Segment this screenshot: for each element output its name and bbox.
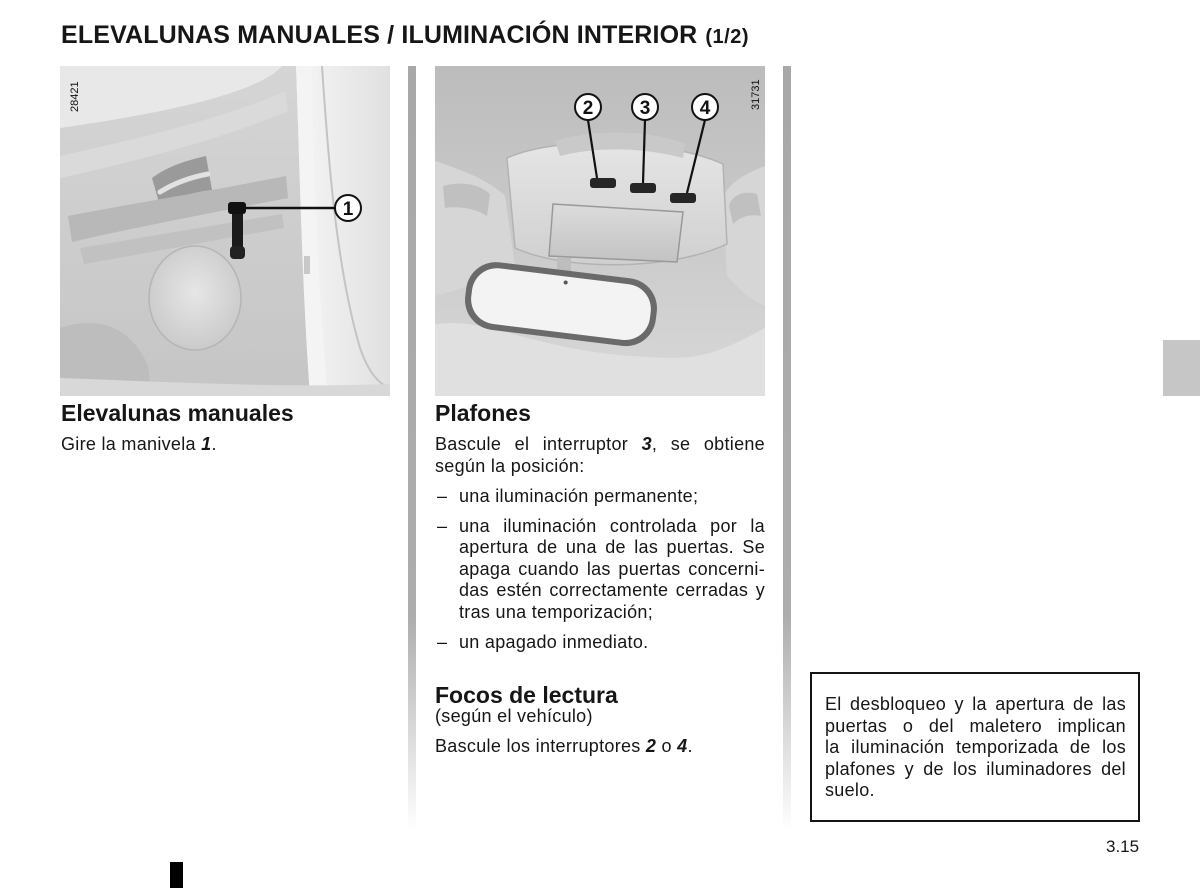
text-segment: Bascule el interruptor xyxy=(435,434,642,454)
callout-number-1: 1 xyxy=(342,199,354,220)
callout-number-3: 3 xyxy=(639,98,651,119)
reference-number: 1 xyxy=(201,434,212,454)
page-title-text: ELEVALUNAS MANUALES / ILUMINACIÓN INTERIOR xyxy=(61,21,698,49)
figure-ref-number: 31731 xyxy=(750,79,762,110)
list-dash: – xyxy=(437,485,448,506)
text-line: un apagado inmediato. xyxy=(459,631,649,652)
column-separator xyxy=(783,66,791,830)
section-heading-elevalunas: Elevalunas manuales xyxy=(61,400,294,426)
text-line xyxy=(61,434,390,456)
text-line: apaga cuando las puertas concerni- xyxy=(459,558,765,579)
reference-number: 2 xyxy=(645,736,657,756)
plafones-text xyxy=(435,434,765,662)
text-segment: Gire la manivela xyxy=(61,434,202,454)
section-heading-plafones: Plafones xyxy=(435,400,531,426)
switch-4 xyxy=(670,193,696,203)
text-line: plafones y de los iluminadores del xyxy=(825,758,1126,779)
column-separator xyxy=(408,66,416,830)
text-line: una iluminación controlada por la xyxy=(459,515,765,536)
crop-mark xyxy=(170,862,183,888)
page-title xyxy=(61,21,749,51)
text-line: una iluminación permanente; xyxy=(459,485,699,506)
door-crank-illustration xyxy=(60,66,390,396)
text-line xyxy=(435,434,765,456)
callout-number-4: 4 xyxy=(699,98,711,119)
text-line: das estén correctamente cerradas y xyxy=(459,580,765,600)
text-line xyxy=(435,736,765,758)
door-striker xyxy=(304,256,310,274)
switch-3 xyxy=(630,183,656,193)
reference-number: 3 xyxy=(641,434,652,454)
text-line: suelo. xyxy=(825,780,875,800)
chapter-tab xyxy=(1163,340,1200,396)
text-segment: . xyxy=(687,736,693,756)
figure-ref-number: 28421 xyxy=(69,81,81,112)
speaker-grille xyxy=(149,246,241,350)
section-subtitle: (según el vehículo) xyxy=(435,706,593,726)
text-segment: Bascule los interruptores xyxy=(435,736,646,756)
list-dash: – xyxy=(437,515,448,536)
reference-number: 4 xyxy=(677,736,688,756)
lamp-lens xyxy=(549,204,683,262)
section-heading-focos: Focos de lectura xyxy=(435,682,618,708)
text-segment: . xyxy=(211,434,217,454)
callout-number-2: 2 xyxy=(582,98,594,119)
list-item xyxy=(435,486,765,508)
text-line: El desbloqueo y la apertura de las xyxy=(825,694,1126,714)
text-segment: , se obtiene xyxy=(651,434,765,454)
switch-2 xyxy=(590,178,616,188)
text-line: la iluminación temporizada de los xyxy=(825,737,1126,757)
page-title-part: (1/2) xyxy=(705,26,750,48)
elevalunas-text xyxy=(61,434,390,456)
text-line: según la posición: xyxy=(435,455,585,476)
page-number: 3.15 xyxy=(1106,837,1140,856)
text-line: puertas o del maletero implican xyxy=(825,715,1126,736)
text-line: apertura de una de las puertas. Se xyxy=(459,537,765,557)
text-segment: o xyxy=(656,736,678,756)
roof-console-illustration xyxy=(435,66,765,396)
plafones-intro xyxy=(435,434,765,477)
text-line: tras una temporización; xyxy=(459,601,653,622)
list-item xyxy=(435,632,765,654)
note-box xyxy=(810,672,1140,822)
focos-section xyxy=(435,682,765,758)
list-item xyxy=(435,516,765,624)
list-dash: – xyxy=(437,631,448,652)
